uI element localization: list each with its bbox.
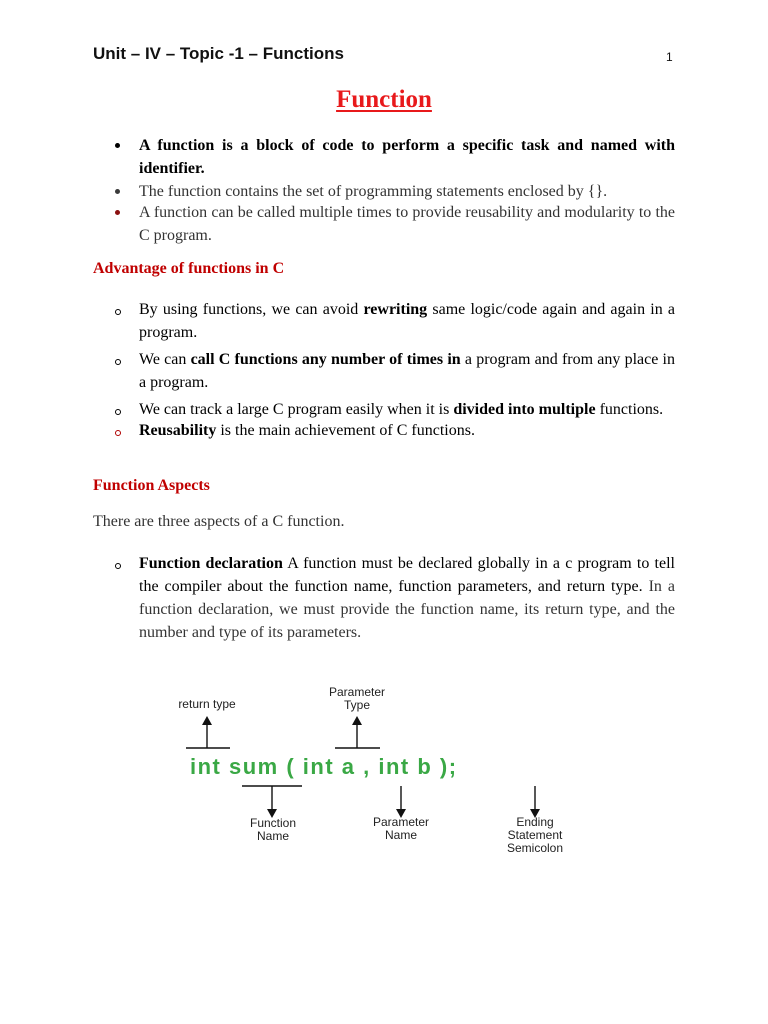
declaration-code: int sum ( int a , int b ); (190, 754, 458, 779)
circle-bullet-icon (115, 409, 121, 415)
page-header-title: Unit – IV – Topic -1 – Functions (93, 44, 344, 63)
list-item: The function contains the set of programming statements enclosed by {}. (0, 180, 675, 203)
bullet-icon (115, 143, 120, 148)
list-item: A function can be called multiple times to provide reusability and modularity to the C program. (0, 201, 675, 247)
parameter-name-label-line2: Name (384, 828, 418, 842)
function-name-label-line1: Function (249, 816, 297, 830)
list-item: We can track a large C program easily when it is divided into multiple functions. (0, 398, 675, 421)
arrow-head-icon (352, 716, 362, 725)
circle-bullet-icon (115, 359, 121, 365)
parameter-type-label-line2: Type (343, 698, 371, 712)
aspects-intro: There are three aspects of a C function. (93, 513, 345, 530)
page-title: Function (336, 86, 432, 113)
arrow-head-icon (202, 716, 212, 725)
circle-bullet-icon (115, 309, 121, 315)
page-number: 1 (666, 50, 673, 64)
list-item: Reusability is the main achievement of C functions. (0, 419, 675, 442)
function-name-label-line2: Name (256, 829, 290, 843)
semicolon-label-line3: Semicolon (506, 841, 564, 855)
list-item: We can call C functions any number of times in a program and from any place in a program. (0, 348, 675, 394)
parameter-type-label-line1: Parameter (328, 685, 386, 699)
aspects-heading: Function Aspects (93, 477, 210, 494)
list-item: A function is a block of code to perform a specific task and named with identifier. (0, 134, 675, 180)
advantages-heading: Advantage of functions in C (93, 260, 285, 277)
aspects-list (0, 552, 768, 644)
intro-bullet-list (0, 134, 768, 247)
bullet-icon (115, 210, 120, 215)
semicolon-label-line1: Ending (516, 815, 554, 829)
list-item: Function declaration A function must be declared globally in a c program to tell the compiler about the function name, function parameters, and return type. In a function declaration, we must provide the function name, its return type, and the number and type of its parameters. (0, 552, 675, 644)
bullet-icon (115, 189, 120, 194)
parameter-name-label-line1: Parameter (372, 815, 430, 829)
advantages-list (0, 298, 768, 442)
function-declaration-diagram (140, 680, 600, 870)
list-item: By using functions, we can avoid rewriting same logic/code again and again in a program. (0, 298, 675, 344)
circle-bullet-icon (115, 563, 121, 569)
circle-bullet-icon (115, 430, 121, 436)
return-type-label: return type (178, 697, 236, 711)
semicolon-label-line2: Statement (507, 828, 563, 842)
